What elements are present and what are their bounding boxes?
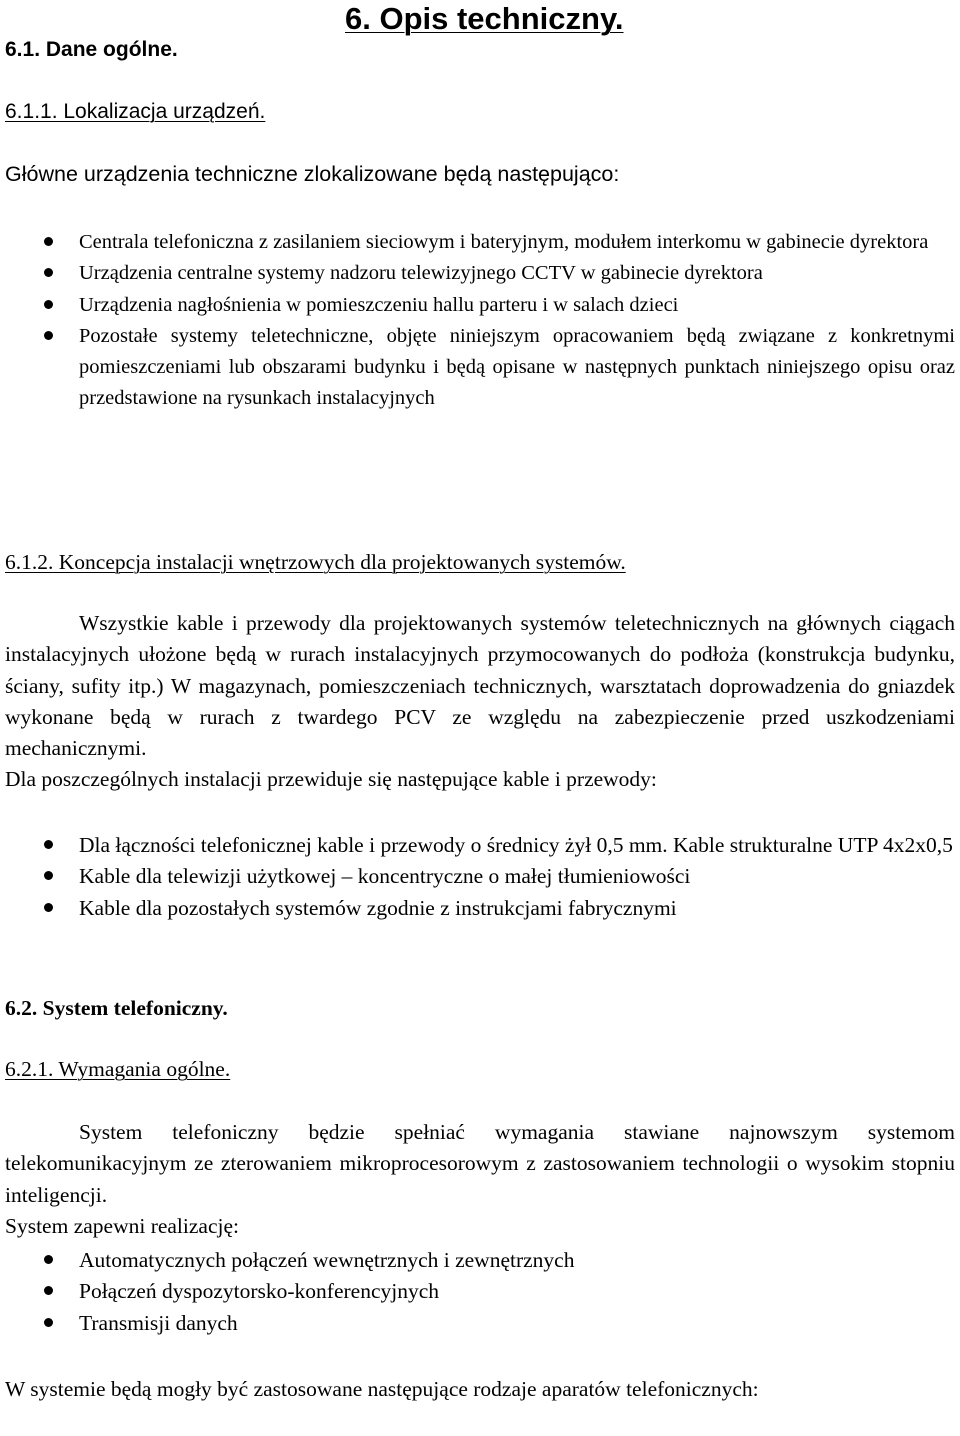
list-item: Centrala telefoniczna z zasilaniem sieciowym i bateryjnym, modułem interkomu w gabinecie dyrektora [5,227,955,258]
bullet-icon [44,268,53,277]
requirements-paragraph [5,1117,955,1242]
devices-location-list [5,227,955,415]
bullet-icon [44,1318,53,1327]
list-item: Pozostałe systemy teletechniczne, objęte niniejszym opracowaniem będą związane z konkretnymi pomieszczeniami lub obszarami budynku i będą opisane w następnych punktach niniejszego opisu oraz przedstawione na rysunkach instalacyjnych [5,321,955,415]
cables-list [5,830,955,924]
list-item: Transmisji danych [5,1308,955,1339]
cabling-intro-text: Dla poszczególnych instalacji przewiduje się następujące kable i przewody: [5,767,657,792]
bullet-icon [44,331,53,340]
list-item: Urządzenia nagłośnienia w pomieszczeniu hallu parteru i w salach dzieci [5,290,955,321]
list-item: Dla łączności telefonicznej kable i przewody o średnicy żył 0,5 mm. Kable strukturalne UTP 4x2x0,5 [5,830,955,861]
list-item: Urządzenia centralne systemy nadzoru telewizyjnego CCTV w gabinecie dyrektora [5,258,955,289]
realization-intro-text: System zapewni realizację: [5,1213,240,1238]
bullet-icon [44,871,53,880]
bullet-icon [44,300,53,309]
realization-list [5,1245,955,1339]
bullet-icon [44,1286,53,1295]
list-item: Kable dla pozostałych systemów zgodnie z instrukcjami fabrycznymi [5,893,955,924]
list-item: Automatycznych połączeń wewnętrznych i zewnętrznych [5,1245,955,1276]
bullet-icon [44,840,53,849]
section-heading-6-1: 6.1. Dane ogólne. [5,38,178,61]
bullet-icon [44,237,53,246]
list-item: Kable dla telewizji użytkowej – koncentryczne o małej tłumieniowości [5,861,955,892]
cabling-paragraph [5,608,955,796]
subsection-heading-6-1-1: 6.1.1. Lokalizacja urządzeń. [5,100,266,123]
section-heading-6-2: 6.2. System telefoniczny. [5,996,228,1020]
phone-types-paragraph [5,1374,955,1405]
intro-paragraph [5,159,955,190]
subsection-heading-6-2-1: 6.2.1. Wymagania ogólne. [5,1057,231,1081]
subsection-heading-6-1-2: 6.1.2. Koncepcja instalacji wnętrzowych dla projektowanych systemów. [5,550,626,574]
phone-types-text: W systemie będą mogły być zastosowane następujące rodzaje aparatów telefonicznych: [5,1377,759,1401]
bullet-icon [44,1255,53,1264]
bullet-icon [44,903,53,912]
list-item: Połączeń dyspozytorsko-konferencyjnych [5,1276,955,1307]
requirements-text: System telefoniczny będzie spełniać wymagania stawiane najnowszym systemom telekomunikacyjnym ze zterowaniem mikroprocesorowym z zastosowaniem technologii o wysokim stopniu inteligencji. [5,1120,955,1207]
document-title: 6. Opis techniczny. [345,1,624,36]
cabling-text: Wszystkie kable i przewody dla projektowanych systemów teletechnicznych na głównych ciągach instalacyjnych ułożone będą w rurach instalacyjnych przymocowanych do podłoża (konstrukcja budynku, ściany, sufity itp.) W magazynach, pomieszczeniach technicznych, warsztatach doprowadzenia do gniazdek wykonane będą w rurach z twardego PCV ze względu na zabezpieczenie przed uszkodzeniami mechanicznymi. [5,611,955,761]
intro-text: Główne urządzenia techniczne zlokalizowane będą następująco: [5,162,620,186]
